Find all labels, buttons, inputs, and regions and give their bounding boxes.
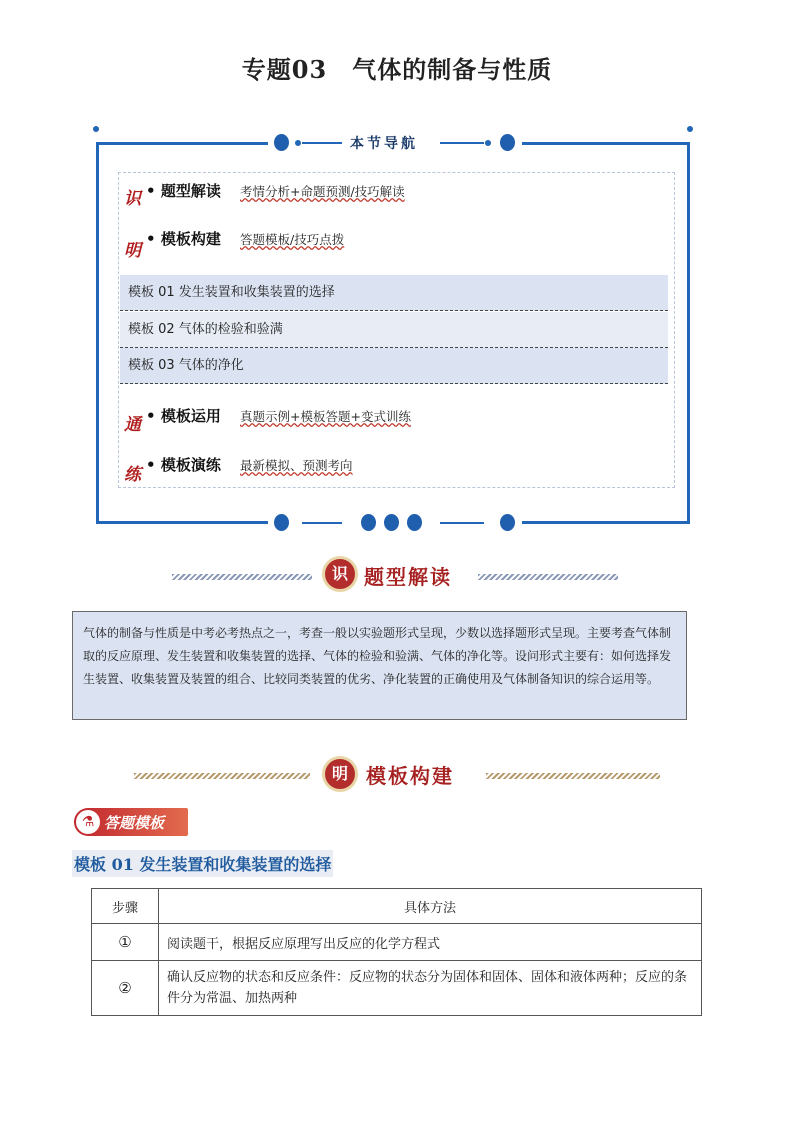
nav-dot [500,514,515,531]
intro-text: 气体的制备与性质是中考必考热点之一，考查一般以实验题形式呈现，少数以选择题形式呈现。主要考查气体制取的反应原理、发生装置和收集装置的选择、气体的检验和验满、气体的净化等。设问形式主要有：如何选择发生装置、收集装置及装置的组合、比较同类装置的优劣、净化装置的正确使用及气体制备知识的综合运用等。 [83,626,672,686]
nav-small-dot [295,140,301,146]
template-row[interactable]: 模板 03 气体的净化 [120,348,668,384]
nav-dot [274,514,289,531]
steps-table [91,888,702,1016]
flask-icon: ⚗ [76,810,100,834]
method-cell: 确认反应物的状态和反应条件：反应物的状态分为固体和固体、固体和液体两种；反应的条件分为常温、加热两种 [159,961,702,1016]
nav-item-label[interactable]: • 题型解读 [146,182,221,200]
nav-bottom-line-right [522,521,690,524]
section-badge: 明 [322,756,358,792]
nav-side-char: 明 [124,241,141,261]
template-row[interactable]: 模板 02 气体的检验和验满 [120,312,668,348]
table-header: 步骤 [92,889,159,924]
template-heading: 模板 01 发生装置和收集装置的选择 [72,850,333,877]
page-title: 专题03 气体的制备与性质 [241,55,553,84]
nav-side-char: 练 [124,465,141,485]
nav-item-text: 题型解读 [160,182,221,200]
nav-item-desc: 考情分析+命题预测/技巧解读 [240,184,405,199]
nav-dot [500,134,515,151]
nav-dash [302,522,342,524]
nav-dot [361,514,376,531]
section-stripe [172,574,312,580]
nav-dash [440,522,484,524]
nav-item-label[interactable]: • 模板运用 [146,407,221,425]
section-stripe [478,574,618,580]
nav-side-char: 识 [124,189,141,209]
nav-bottom-line-left [96,521,268,524]
nav-item-desc: 最新模拟、预测考向 [240,458,353,473]
section-title: 模板构建 [366,764,454,788]
section-title: 题型解读 [364,565,452,589]
nav-item-label[interactable]: • 模板构建 [146,230,221,248]
corner-dot [93,126,99,132]
nav-heading: 本节导航 [350,136,418,152]
tag-label: 答题模板 [104,814,165,832]
table-row [92,961,702,1016]
nav-item-text: 模板演练 [160,456,221,474]
nav-top-line-left [96,142,268,145]
nav-dash [440,142,484,144]
intro-box [72,611,687,720]
method-cell: 阅读题干，根据反应原理写出反应的化学方程式 [159,924,702,961]
nav-item-label[interactable]: • 模板演练 [146,456,221,474]
nav-dot [274,134,289,151]
table-header-row [92,889,702,924]
step-cell: ② [92,961,159,1016]
nav-item-text: 模板构建 [160,230,221,248]
section-badge: 识 [322,556,358,592]
nav-item-desc: 真题示例+模板答题+变式训练 [240,409,411,424]
template-row[interactable]: 模板 01 发生装置和收集装置的选择 [120,275,668,311]
nav-dot [384,514,399,531]
nav-side-char: 通 [124,415,141,435]
nav-dot [407,514,422,531]
table-header: 具体方法 [159,889,702,924]
nav-top-line-right [522,142,690,145]
nav-item-text: 模板运用 [160,407,221,425]
section-stripe [134,773,310,779]
section-stripe [486,773,660,779]
step-cell: ① [92,924,159,961]
nav-item-desc: 答题模板/技巧点拨 [240,232,345,247]
table-row [92,924,702,961]
corner-dot [687,126,693,132]
nav-small-dot [485,140,491,146]
nav-dash [302,142,342,144]
